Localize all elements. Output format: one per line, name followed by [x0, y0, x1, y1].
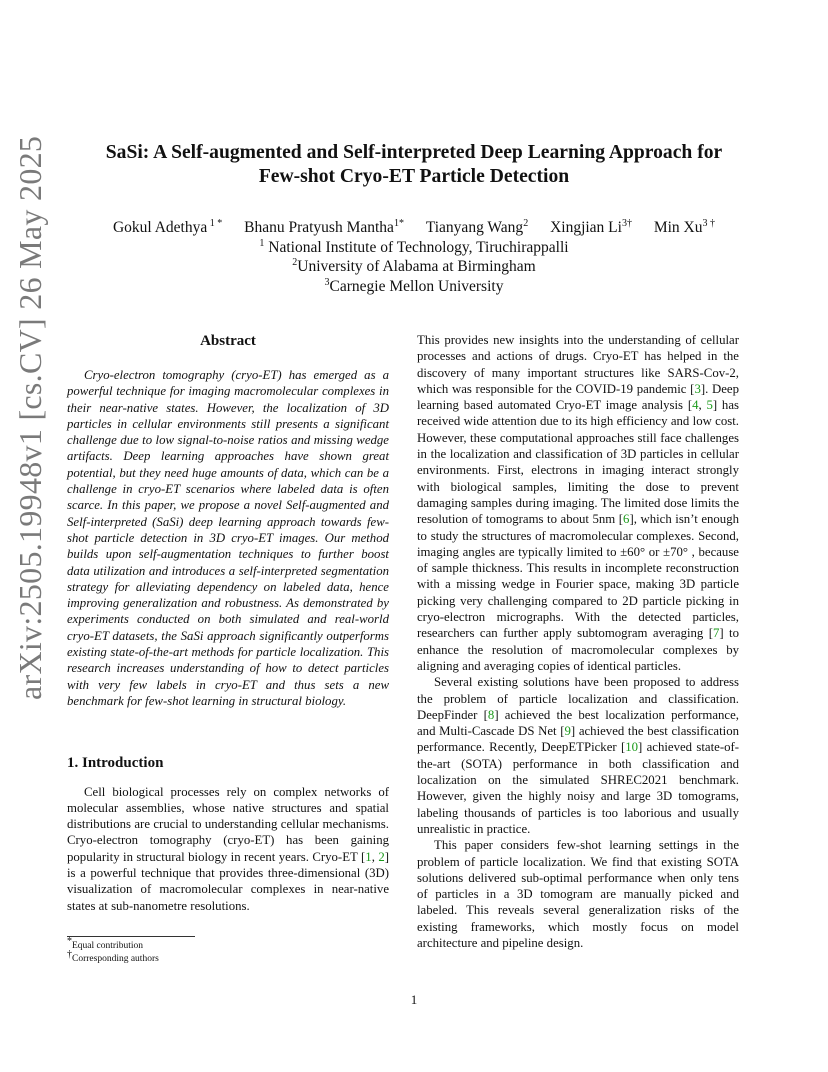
citation-link[interactable]: 8	[487, 707, 495, 722]
author-name: Xingjian Li	[550, 219, 622, 236]
left-column	[67, 332, 389, 914]
affiliation-name: University of Alabama at Birmingham	[297, 258, 536, 275]
paragraph-text: ] is a powerful technique that provides three-dimensional (3D) visualization of macromolecular complexes in near-native states at sub-nanometre resolutions.	[67, 849, 389, 913]
title-line-2: Few-shot Cryo-ET Particle Detection	[258, 166, 570, 187]
affiliation	[60, 257, 768, 277]
paragraph-text: ] achieved the best classification performance. Recently, DeepETPicker [	[417, 724, 739, 755]
affiliation-mark: 1	[259, 237, 265, 249]
abstract-text: Cryo-electron tomography (cryo-ET) has emerged as a powerful technique for imaging macromolecular complexes in their near-native states. However, the localization of 3D particles in cellular environments still presents a significant challenge due to low signal-to-noise ratios and missing wedge artifacts. Deep learning approaches have shown great potential, but they need huge amounts of data, which can be a challenge in cryo-ET scenarios where labeled data is often scarce. In this paper, we propose a novel Self-augmented and Self-interpreted (SaSi) deep learning approach towards few-shot particle detection in 3D cryo-ET images. Our method builds upon self-augmentation techniques to further boost data utilization and introduces a self-interpreted segmentation strategy for alleviating dependency on labeled data, hence improving generalization and robustness. As demonstrated by experiments conducted on both simulated and real-world cryo-ET datasets, the SaSi approach significantly outperforms existing state-of-the-art methods for particle localization. This research increases understanding of how to detect particles with very few labels in cryo-ET and thus sets a new benchmark for few-shot learning in structural biology.	[67, 368, 389, 708]
author-name: Gokul Adethya	[112, 219, 208, 236]
citation-link[interactable]: 4	[692, 398, 699, 413]
paragraph-text: ]. Deep learning based automated Cryo-ET image analysis [	[417, 381, 739, 413]
citation-link[interactable]: 5	[706, 398, 713, 413]
footnote-mark: †	[67, 948, 72, 960]
paragraph-text: ] to enhance the resolution of macromolecular complexes by aligning and averaging copies of identical particles.	[417, 626, 739, 673]
author-marks: 1*	[393, 217, 404, 229]
intro-paragraph-2	[417, 674, 739, 837]
paragraph-text: Cell biological processes rely on complex networks of molecular assemblies, whose native structures and spatial distributions are crucial to understanding cellular mechanisms. Cryo-electron tomography (cryo-ET) has been gaining popularity in structural biology in recent years. Cryo-ET [	[67, 784, 389, 864]
paragraph-text: ,	[698, 398, 707, 413]
author-marks: 2	[523, 217, 529, 229]
introduction-heading: 1. Introduction	[67, 755, 164, 772]
affiliation-name: Carnegie Mellon University	[329, 277, 504, 295]
footnote-mark: *	[67, 935, 72, 947]
author-name: Tianyang Wang	[425, 219, 524, 236]
intro-paragraph-1	[67, 784, 389, 914]
author-list	[60, 218, 768, 238]
arxiv-identifier: arXiv:2505.19948v1 [cs.CV] 26 May 2025	[12, 135, 48, 700]
affiliation-name: National Institute of Technology, Tiruchirappalli	[264, 238, 569, 256]
citation-link[interactable]: 10	[625, 740, 639, 755]
affiliation	[60, 277, 768, 297]
footnote-text: Equal contribution	[72, 941, 143, 951]
abstract-heading: Abstract	[200, 333, 256, 349]
intro-paragraph-continued	[417, 332, 739, 674]
footnote	[67, 948, 389, 966]
citation-link[interactable]: 9	[564, 724, 571, 739]
author-marks: 1 *	[207, 217, 223, 229]
author-name: Min Xu	[653, 219, 703, 236]
paragraph-text: ] achieved state-of-the-art (SOTA) performance in both classification and localization on the simulated SHREC2021 benchmark. However, given the highly noisy and large 3D tomograms, labeling thousands of particles is too laborious and usually unrealistic in practice.	[417, 740, 739, 836]
paragraph-text: ] has received wide attention due to its high efficiency and low cost. However, these computational approaches still face challenges in the localization and classification of 3D particles in cellular environments. First, electrons in imaging interact strongly with biological samples, limiting the dose to prevent damaging samples during imaging. The limited dose limits the resolution of tomograms to about 5nm [	[417, 398, 739, 527]
footnote-divider	[67, 936, 195, 937]
right-column	[417, 332, 739, 951]
paragraph-text: ,	[371, 849, 379, 864]
footnote	[67, 935, 389, 953]
author	[244, 219, 404, 236]
citation-link[interactable]: 3	[694, 381, 701, 396]
paper-title	[60, 141, 768, 189]
author-marks: 3†	[621, 217, 632, 229]
citation-link[interactable]: 6	[623, 512, 630, 527]
title-line-1: SaSi: A Self-augmented and Self-interpreted Deep Learning Approach for	[105, 142, 723, 163]
citation-link[interactable]: 2	[378, 849, 385, 864]
affiliation-mark: 2	[292, 256, 298, 268]
author-name: Bhanu Pratyush Mantha	[244, 219, 394, 236]
intro-paragraph-3: This paper considers few-shot learning settings in the problem of particle localization. We find that existing SOTA solutions delivered sub-optimal performance when only tens of particles in a 3D tomogram are manually picked and labeled. This reveals several generalization risks of the existing frameworks, which mostly focus on model architecture and pipeline design.	[417, 838, 739, 950]
author	[113, 219, 222, 236]
affiliation-mark: 3	[324, 276, 330, 288]
paragraph-text: ], which isn’t enough to study the structures of macromolecular complexes. Second, imaging angles are typically limited to ±60° or ±70° , because of sample thickness. This results in incomplete reconstruction with a missing wedge in Fourier space, making 3D particle picking very challenging compared to 2D particle picking in cryo-electron micrographs. With the detected particles, researchers can further apply subtomogram averaging [	[417, 512, 739, 641]
paragraph-text: ] achieved the best localization performance, and Multi-Cascade DS Net [	[417, 707, 739, 739]
footnotes	[67, 936, 389, 966]
citation-link[interactable]: 1	[365, 849, 372, 864]
author	[550, 219, 632, 236]
affiliation	[60, 238, 768, 258]
page-number: 1	[410, 992, 418, 1007]
paragraph-text: Several existing solutions have been proposed to address the problem of particle localization and classification. DeepFinder [	[417, 675, 739, 722]
citation-link[interactable]: 7	[712, 626, 720, 641]
author	[426, 219, 528, 236]
paragraph-text: This provides new insights into the understanding of cellular processes and actions of drugs. Cryo-ET has helped in the discovery of many important structures like SARS-Cov-2, which was responsible for the COVID-19 pandemic [	[417, 333, 739, 396]
author-marks: 3 †	[702, 217, 716, 229]
footnote-text: Corresponding authors	[72, 954, 159, 964]
author	[654, 219, 715, 236]
author-block	[60, 218, 768, 296]
